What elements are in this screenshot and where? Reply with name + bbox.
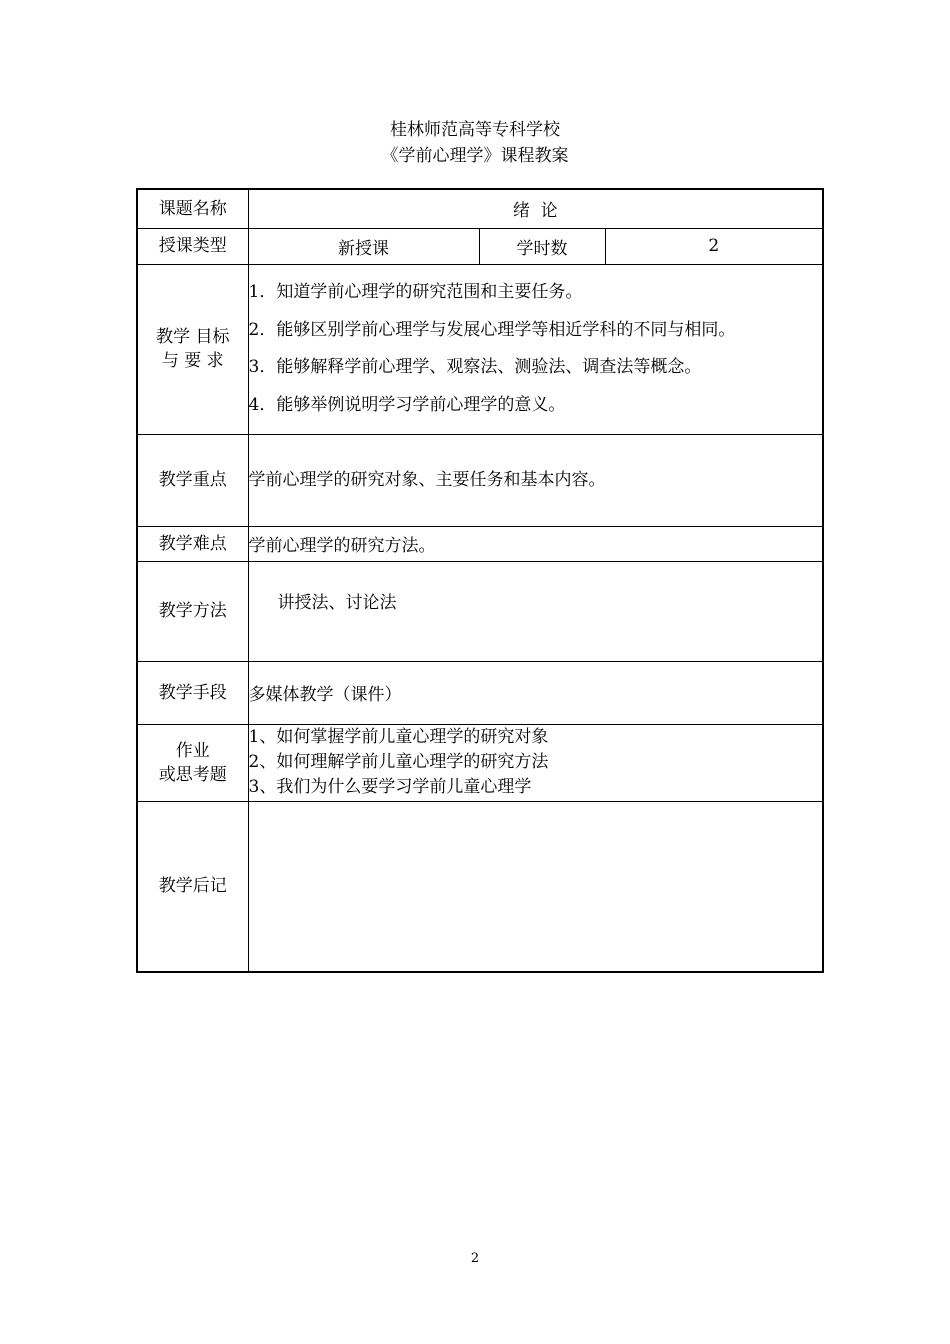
methods-label: 教学方法 <box>137 561 248 661</box>
methods-value: 讲授法、讨论法 <box>248 561 823 661</box>
row-key-points <box>137 434 823 526</box>
goals-label-line1: 教学 目标 <box>156 327 230 347</box>
topic-label: 课题名称 <box>137 189 248 228</box>
page-number: 2 <box>470 1251 480 1266</box>
goal-item: 1．知道学前心理学的研究范围和主要任务。 <box>248 282 583 302</box>
row-goals <box>137 264 823 434</box>
means-value: 多媒体教学（课件） <box>248 661 823 724</box>
row-homework <box>137 724 823 801</box>
type-value: 新授课 <box>248 228 479 264</box>
difficulties-value: 学前心理学的研究方法。 <box>248 526 823 561</box>
row-difficulties <box>137 526 823 561</box>
homework-label-line2: 或思考题 <box>158 764 227 785</box>
postscript-value <box>248 801 823 972</box>
row-means <box>137 661 823 724</box>
key-points-value: 学前心理学的研究对象、主要任务和基本内容。 <box>248 434 823 526</box>
homework-item: 3、我们为什么要学习学前儿童心理学 <box>248 776 532 797</box>
hours-value: 2 <box>605 228 823 264</box>
goals-list <box>248 264 823 434</box>
hours-label: 学时数 <box>479 228 605 264</box>
school-name: 桂林师范高等专科学校 <box>390 120 560 140</box>
row-topic <box>137 189 823 228</box>
goals-label <box>137 264 248 434</box>
row-postscript <box>137 801 823 972</box>
lesson-plan-table <box>136 188 824 973</box>
type-label: 授课类型 <box>137 228 248 264</box>
homework-list <box>248 724 823 801</box>
means-label: 教学手段 <box>137 661 248 724</box>
postscript-label: 教学后记 <box>137 801 248 972</box>
homework-label <box>137 724 248 801</box>
difficulties-label: 教学难点 <box>137 526 248 561</box>
key-points-label: 教学重点 <box>137 434 248 526</box>
goals-label-line2: 与 要 求 <box>161 351 224 371</box>
row-type <box>137 228 823 264</box>
homework-label-line1: 作业 <box>175 740 210 761</box>
topic-value: 绪 论 <box>248 189 823 228</box>
goal-item: 4．能够举例说明学习学前心理学的意义。 <box>248 394 566 415</box>
goal-item: 3．能够解释学前心理学、观察法、测验法、调查法等概念。 <box>248 357 702 377</box>
homework-item: 1、如何掌握学前儿童心理学的研究对象 <box>248 726 549 747</box>
goal-item: 2．能够区别学前心理学与发展心理学等相近学科的不同与相同。 <box>248 319 736 340</box>
homework-item: 2、如何理解学前儿童心理学的研究方法 <box>248 751 549 772</box>
course-title: 《学前心理学》课程教案 <box>381 146 569 166</box>
row-methods <box>137 561 823 661</box>
